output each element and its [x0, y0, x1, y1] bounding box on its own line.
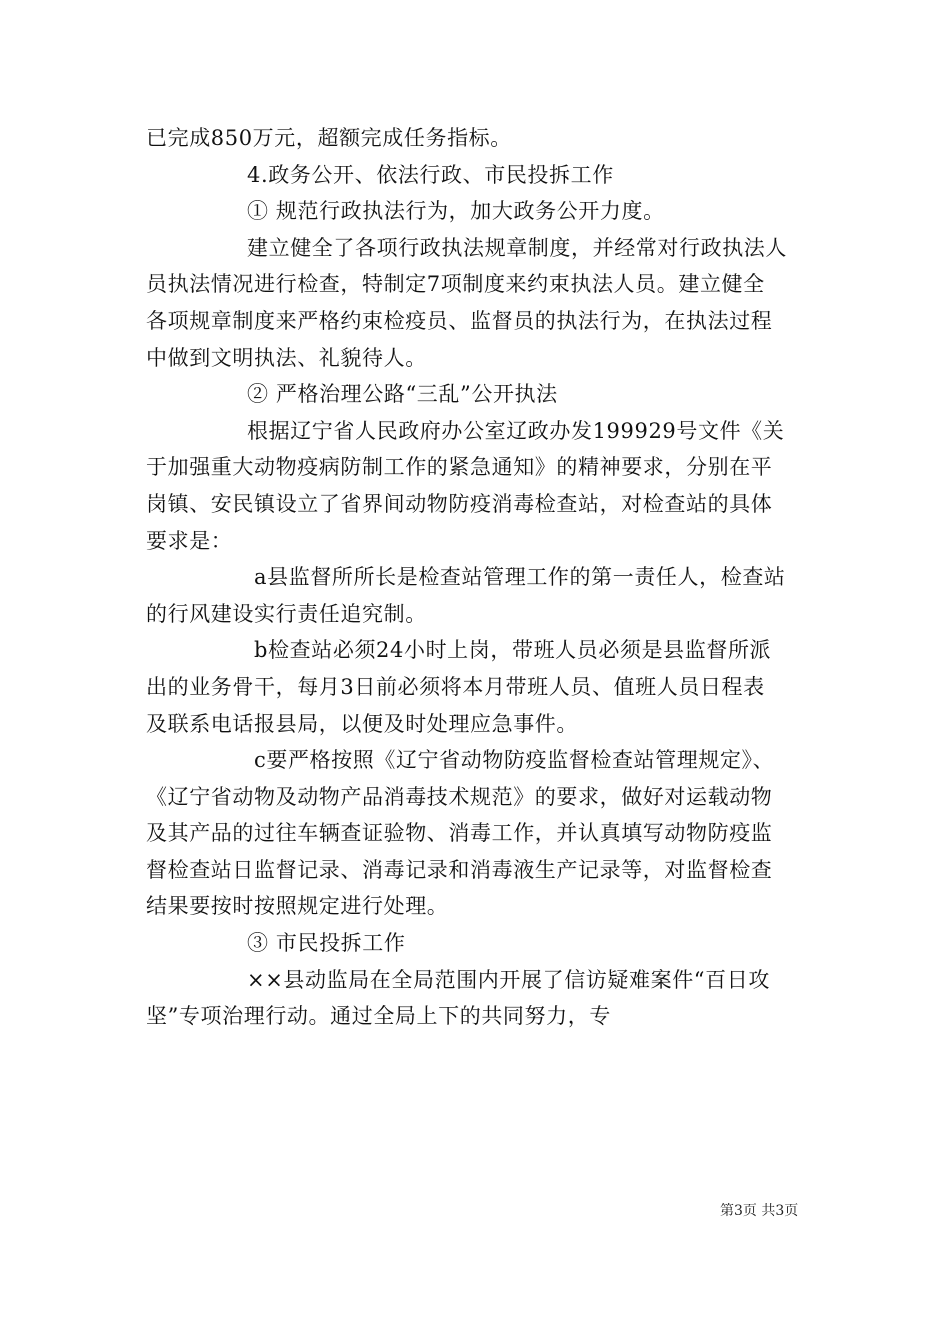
body-line: 坚”专项治理行动。通过全局上下的共同努力，专	[146, 1004, 611, 1029]
body-line: 于加强重大动物疫病防制工作的紧急通知》的精神要求，分别在平	[146, 455, 773, 480]
document-body	[146, 120, 810, 1035]
subsection-heading: ② 严格治理公路“三乱”公开执法	[247, 382, 558, 407]
list-item: a县监督所所长是检查站管理工作的第一责任人，检查站	[254, 565, 786, 590]
body-line: 中做到文明执法、礼貌待人。	[146, 345, 427, 370]
list-item: c要严格按照《辽宁省动物防疫监督检查站管理规定》、	[254, 748, 775, 773]
body-line: 及其产品的过往车辆查证验物、消毒工作，并认真填写动物防疫监	[146, 821, 773, 846]
body-line: 的行风建设实行责任追究制。	[146, 601, 427, 626]
body-line: 岗镇、安民镇设立了省界间动物防疫消毒检查站，对检查站的具体	[146, 491, 773, 516]
body-line: 员执法情况进行检查，特制定7项制度来约束执法人员。建立健全	[146, 272, 765, 297]
body-line: ××县动监局在全局范围内开展了信访疑难案件“百日攻	[247, 967, 770, 992]
subsection-heading: ③ 市民投拆工作	[247, 931, 406, 956]
body-line: 结果要按时按照规定进行处理。	[146, 894, 449, 919]
subsection-heading: ① 规范行政执法行为，加大政务公开力度。	[247, 199, 665, 224]
body-line: 根据辽宁省人民政府办公室辽政办发199929号文件《关	[247, 418, 785, 443]
body-line: 已完成850万元，超额完成任务指标。	[146, 126, 512, 150]
body-line: 建立健全了各项行政执法规章制度，并经常对行政执法人	[247, 235, 787, 260]
page-number-footer: 第3页 共3页	[720, 1203, 799, 1219]
list-item: b检查站必须24小时上岗，带班人员必须是县监督所派	[254, 638, 772, 663]
body-line: 出的业务骨干，每月3日前必须将本月带班人员、值班人员日程表	[146, 674, 765, 699]
body-line: 各项规章制度来严格约束检疫员、监督员的执法行为，在执法过程	[146, 308, 773, 333]
body-line: 《辽宁省动物及动物产品消毒技术规范》的要求，做好对运载动物	[146, 784, 773, 809]
section-heading: 4.政务公开、依法行政、市民投拆工作	[247, 162, 614, 187]
body-line: 督检查站日监督记录、消毒记录和消毒液生产记录等，对监督检查	[146, 857, 773, 882]
body-line: 要求是：	[146, 528, 233, 553]
body-line: 及联系电话报县局，以便及时处理应急事件。	[146, 711, 578, 736]
